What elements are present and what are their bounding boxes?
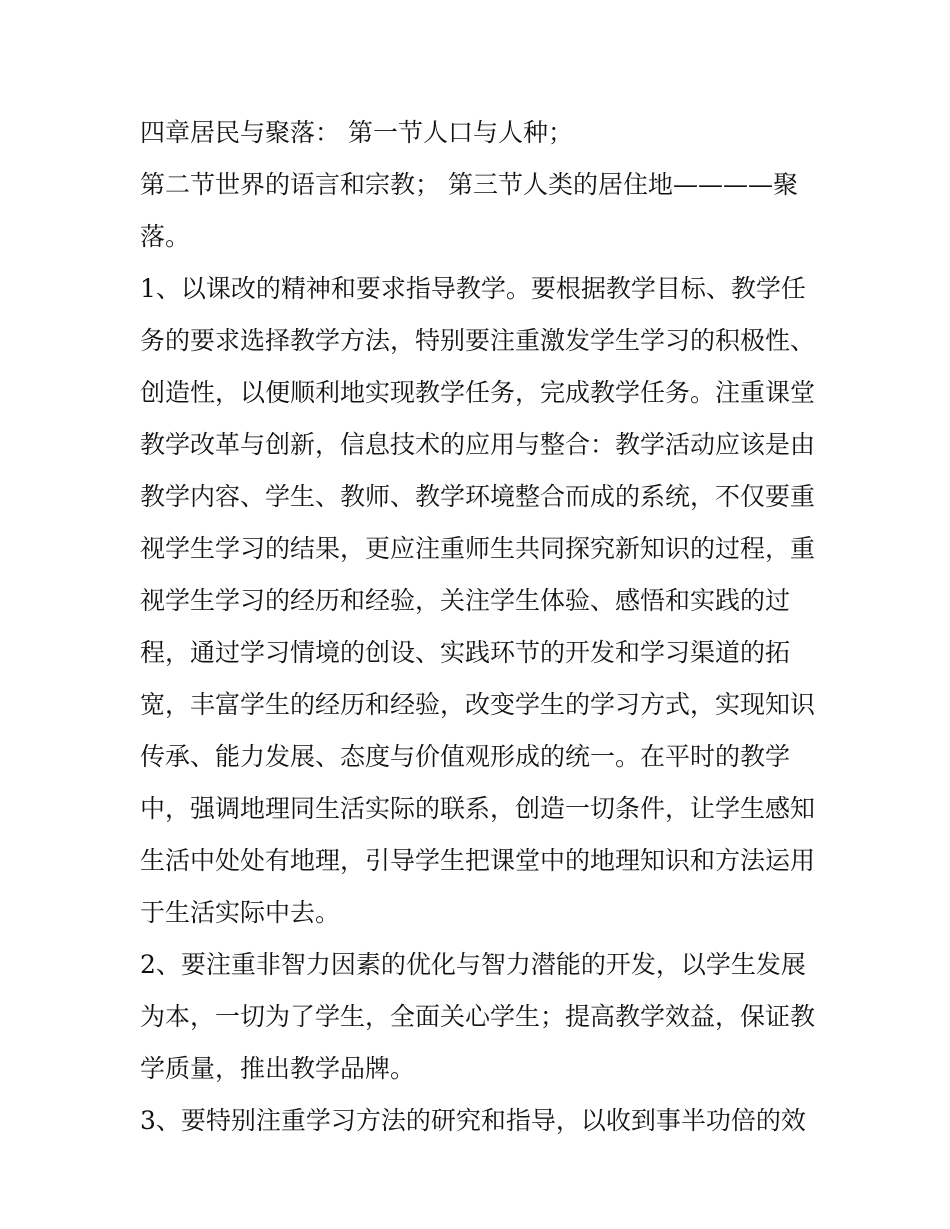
text-line: 生活中处处有地理，引导学生把课堂中的地理知识和方法运用 (140, 846, 816, 875)
text-line: 视学生学习的结果，更应注重师生共同探究新知识的过程，重 (140, 534, 816, 563)
text-line: 中，强调地理同生活实际的联系，创造一切条件，让学生感知 (140, 794, 816, 823)
document-body (140, 107, 820, 1147)
text-line: 第二节世界的语言和宗教； 第三节人类的居住地————聚 (140, 170, 798, 199)
text-line: 视学生学习的经历和经验，关注学生体验、感悟和实践的过 (140, 586, 791, 615)
text-line: 教学改革与创新，信息技术的应用与整合：教学活动应该是由 (140, 430, 816, 459)
text-line: 3、要特别注重学习方法的研究和指导，以收到事半功倍的效 (140, 1106, 806, 1135)
text-line: 1、以课改的精神和要求指导教学。要根据教学目标、教学任 (140, 274, 806, 303)
text-line: 2、要注重非智力因素的优化与智力潜能的开发，以学生发展 (140, 950, 806, 979)
text-line: 四章居民与聚落： 第一节人口与人种； (140, 118, 573, 147)
text-line: 学质量，推出教学品牌。 (140, 1054, 416, 1083)
text-line: 务的要求选择教学方法，特别要注重激发学生学习的积极性、 (140, 326, 816, 355)
text-line: 传承、能力发展、态度与价值观形成的统一。在平时的教学 (140, 742, 791, 771)
text-line: 为本，一切为了学生，全面关心学生；提高教学效益，保证教 (140, 1002, 816, 1031)
text-line: 落。 (140, 222, 191, 251)
text-line: 教学内容、学生、教师、教学环境整合而成的系统，不仅要重 (140, 482, 816, 511)
text-line: 于生活实际中去。 (140, 898, 341, 927)
text-line: 宽，丰富学生的经历和经验，改变学生的学习方式，实现知识 (140, 690, 816, 719)
text-line: 创造性，以便顺利地实现教学任务，完成教学任务。注重课堂 (140, 378, 816, 407)
text-line: 程，通过学习情境的创设、实践环节的开发和学习渠道的拓 (140, 638, 791, 667)
